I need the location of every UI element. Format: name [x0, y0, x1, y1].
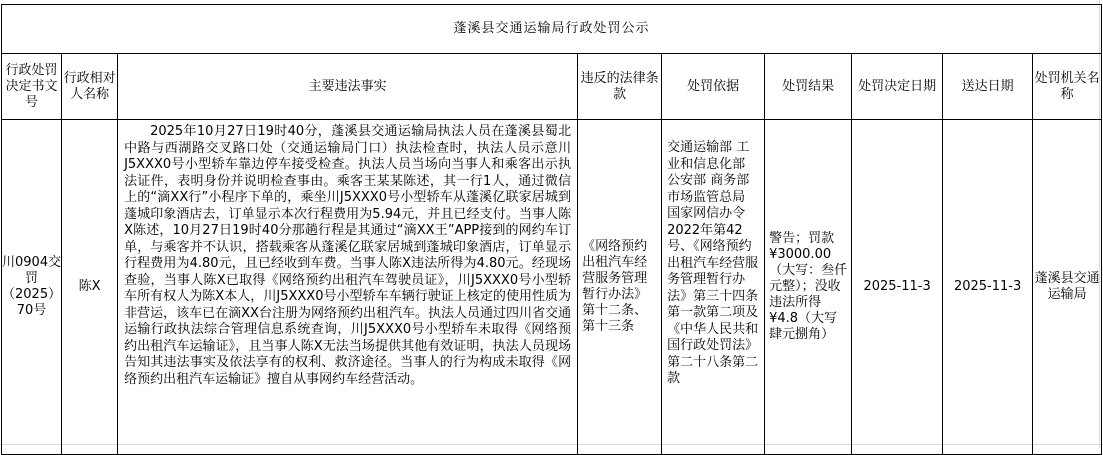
cell-party: 陈X: [62, 120, 118, 455]
header-party: 行政相对人名称: [62, 54, 118, 120]
header-row: [2, 54, 1102, 120]
penalty-table: [1, 4, 1102, 455]
header-result: 处罚结果: [765, 54, 852, 120]
header-facts: 主要违法事实: [118, 54, 578, 120]
cell-decision-date: 2025-11-3: [852, 120, 943, 455]
header-basis: 处罚依据: [662, 54, 765, 120]
page-title: 蓬溪县交通运输局行政处罚公示: [2, 5, 1102, 54]
header-law: 违反的法律条款: [578, 54, 662, 120]
header-doc-number: 行政处罚决定书文号: [2, 54, 62, 120]
cell-law: 《网络预约出租汽车经营服务管理暂行办法》第十二条、第十三条: [578, 120, 662, 455]
basis-text: 交通运输部 工业和信息化部 公安部 商务部 市场监管总局 国家网信办令2022年第42号、《网络预约出租汽车经营服务管理暂行办法》第三十四条第一款第二项及《中华人民共和国行政处罚法》第二十八条第二款: [667, 140, 759, 386]
header-authority: 处罚机关名称: [1033, 54, 1102, 120]
cell-delivery-date: 2025-11-3: [943, 120, 1033, 455]
header-decision-date: 处罚决定日期: [852, 54, 943, 120]
cell-doc-number: 川0904交罚（2025）70号: [2, 120, 62, 455]
cell-facts: [118, 120, 578, 455]
cell-authority: 蓬溪县交通运输局: [1033, 120, 1102, 455]
facts-text: 2025年10月27日19时40分，蓬溪县交通运输局执法人员在蓬溪县蜀北中路与西湖路交叉路口处（交通运输局门口）执法检查时，执法人员示意川J5XXX0号小型轿车靠边停车接受检查。执法人员当场向当事人和乘客出示执法证件，表明身份并说明检查事由。乘客王某某陈述，其一行1人，通过微信上的“滴XX行”小程序下单的，乘坐川J5XXX0号小型轿车从蓬溪亿联家居城到蓬城印象酒店去，订单显示本次行程费用为5.94元，并且已经支付。当事人陈X陈述，10月27日19时40分那趟行程是其通过“滴XX王”APP接到的网约车订单，与乘客并不认识，搭载乘客从蓬溪亿联家居城到蓬城印象酒店，订单显示行程费用为4.80元，且已经收到车费。当事人陈X违法所得为4.80元。经现场查验，当事人陈X已取得《网络预约出租汽车驾驶员证》，川J5XXX0号小型轿车所有权人为陈X本人，川J5XXX0号小型轿车车辆行驶证上核定的使用性质为非营运，该车已在滴XX台注册为网络预约出租汽车。执法人员通过四川省交通运输行政执法综合管理信息系统查询，川J5XXX0号小型轿车未取得《网络预约出租汽车运输证》，且当事人陈X无法当场提供其他有效证明，执法人员现场告知其违法事实及依法享有的权利、救济途径。当事人的行为构成未取得《网络预约出租汽车运输证》擅自从事网约车经营活动。: [124, 124, 572, 387]
cell-result: 警告；罚款¥3000.00（大写：叁仟元整）；没收违法所得¥4.8（大写肆元捌角）: [765, 120, 852, 455]
cell-basis: [662, 120, 765, 455]
header-delivery-date: 送达日期: [943, 54, 1033, 120]
table-row: [2, 120, 1102, 455]
